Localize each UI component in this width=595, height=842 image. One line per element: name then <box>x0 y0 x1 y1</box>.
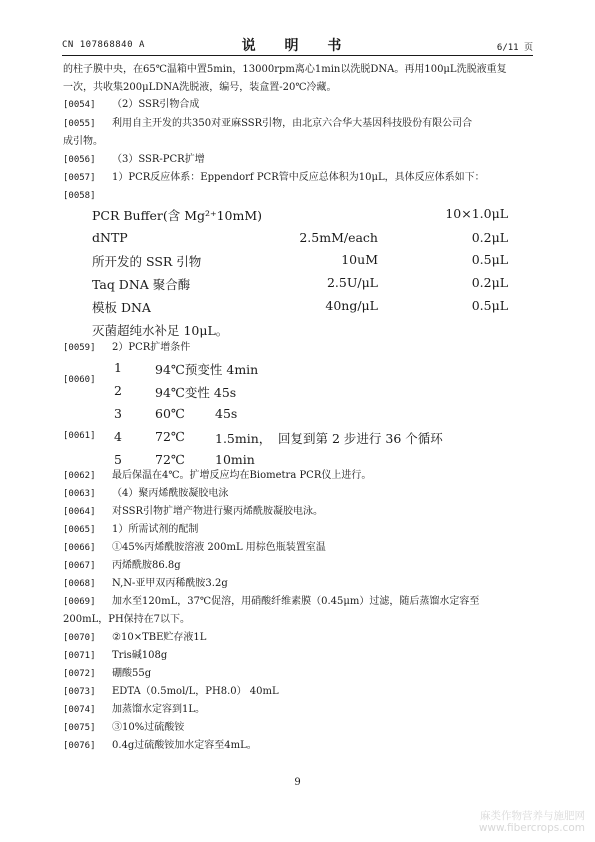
paragraph-text: 硼酸55g <box>112 668 152 679</box>
step-temperature: 94℃预变性 4min <box>155 362 259 377</box>
page-title: 说 明 书 <box>241 38 354 54</box>
patent-number: CN 107868840 A <box>62 40 145 50</box>
step-number: 1 <box>114 360 122 375</box>
watermark-url: www.fibercrops.com <box>478 822 585 834</box>
paragraph-number: [0063] <box>63 489 96 499</box>
step-time: 45s <box>215 406 238 421</box>
continuation-line: 的柱子膜中央，在65℃温箱中置5min，13000rpm离心1min以洗脱DNA。再用100μL洗脱液重复 <box>63 64 507 75</box>
paragraph-number: [0061] <box>63 431 96 441</box>
paragraph-number: [0073] <box>63 687 96 697</box>
paragraph-number: [0072] <box>63 669 96 679</box>
step-number: 2 <box>114 383 122 398</box>
page-number: 9 <box>294 777 301 788</box>
paragraph-text: Tris碱108g <box>112 650 168 661</box>
paragraph-number: [0076] <box>63 741 96 751</box>
paragraph-number: [0074] <box>63 705 96 715</box>
paragraph-text: ②10×TBE贮存液1L <box>112 632 207 643</box>
paragraph-number: [0054] <box>63 100 96 110</box>
table-note: 灭菌超纯水补足 10μL。 <box>92 323 229 338</box>
reagent-volume: 0.2μL <box>471 230 508 245</box>
reagent-concentration: 2.5mM/each <box>299 230 378 245</box>
paragraph-number: [0069] <box>63 597 96 607</box>
step-temperature: 72℃ <box>155 452 185 467</box>
paragraph-text: 1）PCR反应体系：Eppendorf PCR管中反应总体积为10μL，具体反应体系如下： <box>112 172 485 183</box>
paragraph-text: （4）聚丙烯酰胺凝胶电泳 <box>112 488 229 499</box>
reagent-name: Taq DNA 聚合酶 <box>92 277 191 292</box>
reagent-volume: 10×1.0μL <box>445 206 508 221</box>
step-time: 1.5min， <box>215 431 272 446</box>
paragraph-number: [0065] <box>63 525 96 535</box>
paragraph-number: [0071] <box>63 651 96 661</box>
step-note: 回复到第 2 步进行 36 个循环 <box>278 431 443 446</box>
paragraph-text: 加水至120mL，37℃促溶，用硝酸纤维素膜（0.45μm）过滤，随后蒸馏水定容至 <box>112 596 480 607</box>
step-number: 4 <box>114 429 122 444</box>
paragraph-text: 最后保温在4℃。扩增反应均在Biometra PCR仪上进行。 <box>112 470 372 481</box>
step-time: 10min <box>215 452 255 467</box>
paragraph-number: [0059] <box>63 343 96 353</box>
reagent-concentration: 40ng/μL <box>325 298 378 313</box>
paragraph-number: [0058] <box>63 191 96 201</box>
reagent-volume: 0.5μL <box>471 298 508 313</box>
paragraph-text: 1）所需试剂的配制 <box>112 524 199 535</box>
step-temperature: 60℃ <box>155 406 185 421</box>
paragraph-number: [0066] <box>63 543 96 553</box>
paragraph-text: 0.4g过硫酸铵加水定容至4mL。 <box>112 740 257 751</box>
paragraph-number: [0070] <box>63 633 96 643</box>
reagent-name: 模板 DNA <box>92 300 151 315</box>
reagent-concentration: 10uM <box>341 252 378 267</box>
paragraph-number: [0055] <box>63 119 96 129</box>
paragraph-text: 200mL，PH保持在7以下。 <box>63 614 191 625</box>
reagent-volume: 0.5μL <box>471 252 508 267</box>
paragraph-text: EDTA（0.5mol/L，PH8.0） 40mL <box>112 686 279 697</box>
section-heading: 2）PCR扩增条件 <box>112 342 191 353</box>
paragraph-number: [0064] <box>63 507 96 517</box>
header-divider <box>62 55 533 56</box>
reagent-concentration: 2.5U/μL <box>326 275 378 290</box>
step-number: 3 <box>114 406 122 421</box>
paragraph-number: [0067] <box>63 561 96 571</box>
step-temperature: 72℃ <box>155 429 185 444</box>
paragraph-number: [0068] <box>63 579 96 589</box>
paragraph-text: ①45%丙烯酰胺溶液 200mL 用棕色瓶装置室温 <box>112 542 326 553</box>
paragraph-text: （3）SSR-PCR扩增 <box>112 154 205 165</box>
reagent-name: PCR Buffer(含 Mg²⁺10mM) <box>92 208 263 223</box>
paragraph-text: 丙烯酰胺86.8g <box>112 560 181 571</box>
paragraph-text: 对SSR引物扩增产物进行聚丙烯酰胺凝胶电泳。 <box>112 506 324 517</box>
reagent-volume: 0.2μL <box>471 275 508 290</box>
reagent-name: dNTP <box>92 230 128 245</box>
paragraph-number: [0057] <box>63 173 96 183</box>
step-temperature: 94℃变性 45s <box>155 385 237 400</box>
paragraph-number: [0062] <box>63 471 96 481</box>
paragraph-text: N,N-亚甲双丙稀酰胺3.2g <box>112 578 228 589</box>
paragraph-text: 成引物。 <box>63 136 103 147</box>
continuation-line: 一次，共收集200μLDNA洗脱液，编号，装盒置-20℃冷藏。 <box>63 82 337 93</box>
paragraph-text: 利用自主开发的共350对亚麻SSR引物，由北京六合华大基因科技股份有限公司合 <box>112 118 473 129</box>
paragraph-number: [0075] <box>63 723 96 733</box>
paragraph-number: [0056] <box>63 155 96 165</box>
watermark-text: 麻类作物营养与施肥网 <box>480 810 585 822</box>
paragraph-text: ③10%过硫酸铵 <box>112 722 185 733</box>
step-number: 5 <box>114 452 122 467</box>
paragraph-text: （2）SSR引物合成 <box>112 99 200 110</box>
paragraph-text: 加蒸馏水定容到1L。 <box>112 704 206 715</box>
paragraph-number: [0060] <box>63 375 96 385</box>
page-indicator: 6/11 页 <box>496 43 533 53</box>
reagent-name: 所开发的 SSR 引物 <box>92 254 202 269</box>
